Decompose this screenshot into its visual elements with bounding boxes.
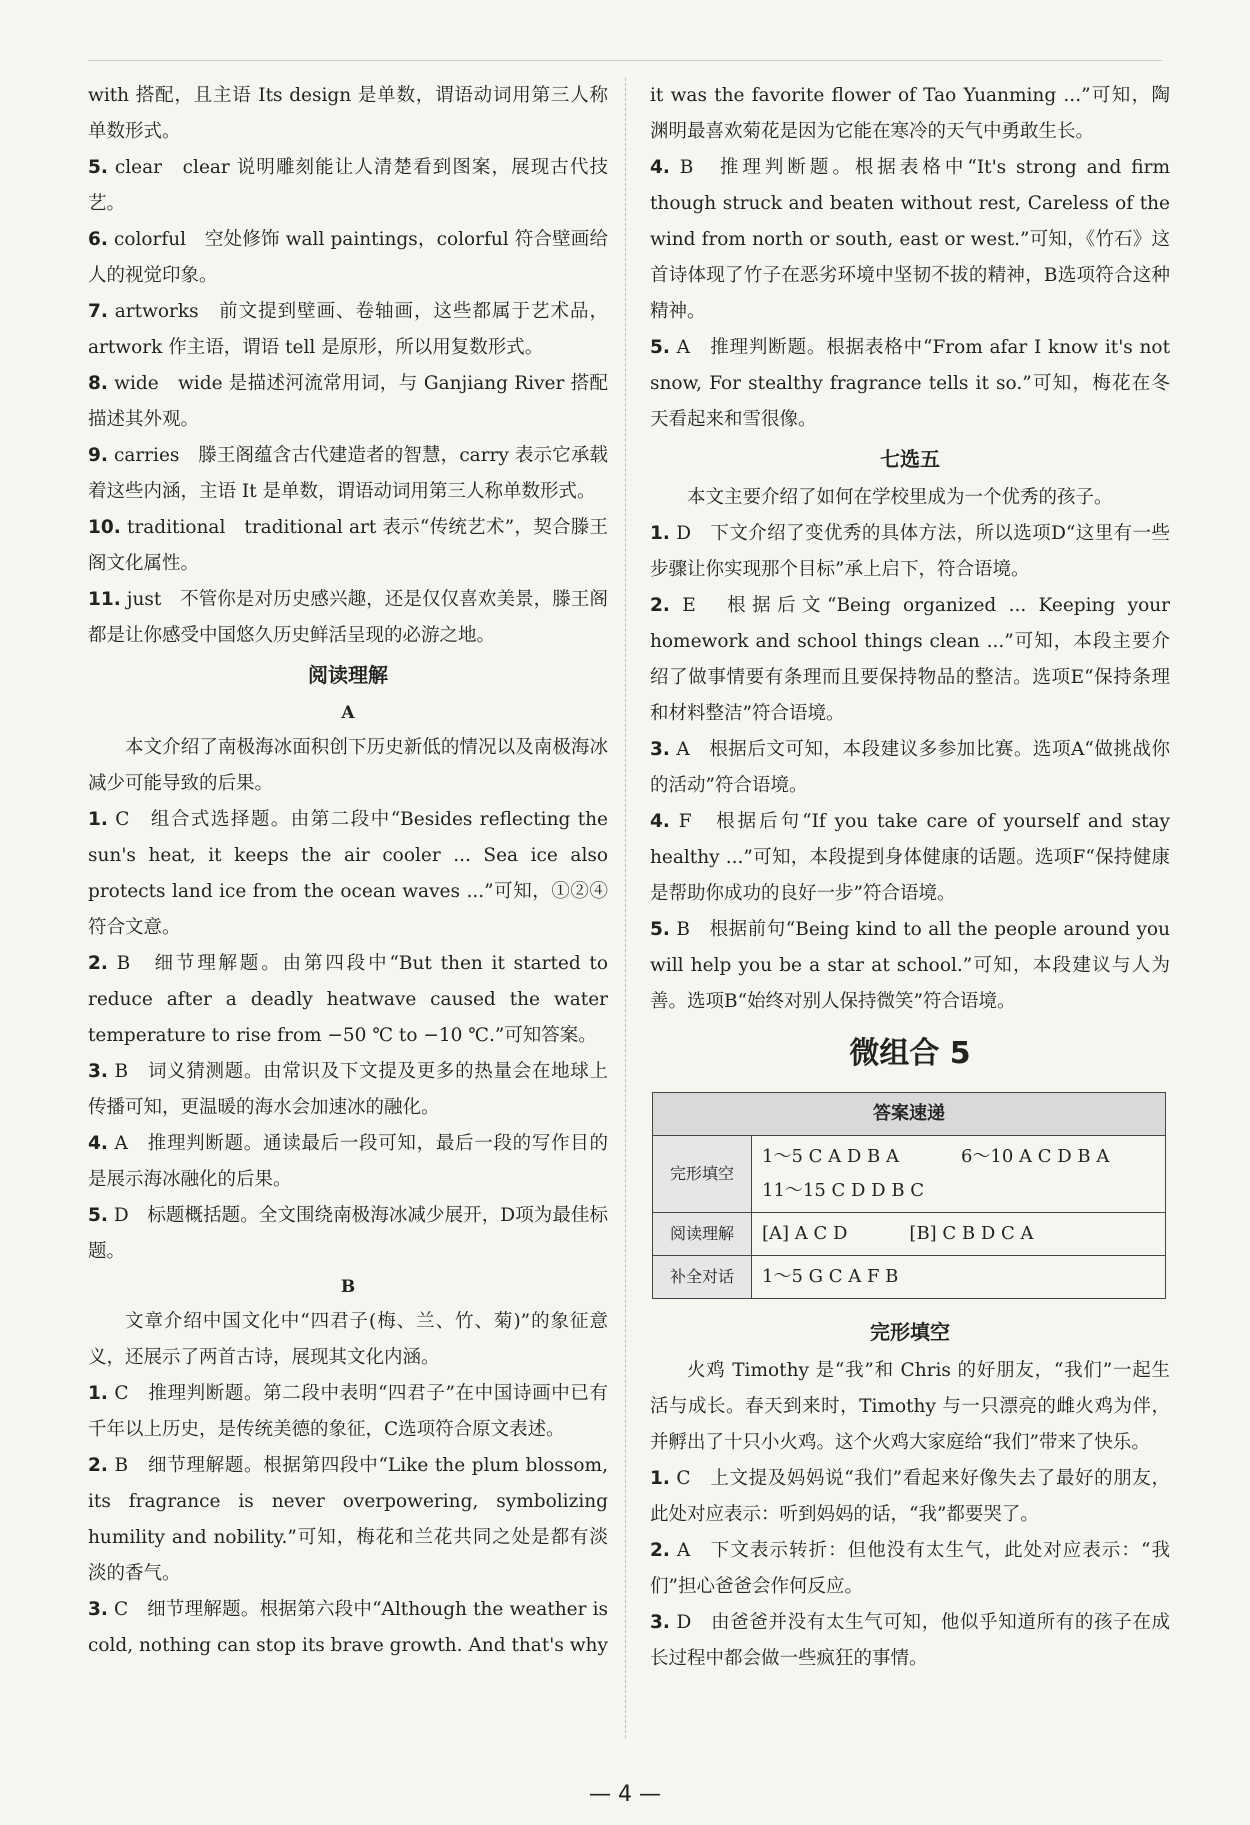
list-item: 1. C 组合式选择题。由第二段中“Besides reflecting the sun's heat, it keeps the air cooler ... Sea ice also protects land ice from the ocean waves ...”可知，①②④符合文意。 [88, 809, 608, 938]
group-title: 微组合 5 [849, 1036, 971, 1071]
row-answers: [A] A C D [B] C B D C A [752, 1213, 1166, 1256]
row-label: 完形填空 [653, 1136, 752, 1213]
list-item: 2. E 根据后文“Being organized ... Keeping your homework and school things clean ...”可知，本段主要介绍了做事情要有条理而且要保持物品的整洁。选项E“保持条理和材料整洁”符合语境。 [650, 595, 1170, 724]
list-item: 1. C 推理判断题。第二段中表明“四君子”在中国诗画中已有千年以上历史，是传统美德的象征，C选项符合原文表述。 [88, 1383, 608, 1440]
list-item: 11. just 不管你是对历史感兴趣，还是仅仅喜欢美景，滕王阁都是让你感受中国悠久历史鲜活呈现的必游之地。 [88, 589, 608, 646]
row-label: 补全对话 [653, 1256, 752, 1299]
list-item: 5. B 根据前句“Being kind to all the people around you will help you be a star at school.”可知，本段建议与人为善。选项B“始终对别人保持微笑”符合语境。 [650, 919, 1170, 1012]
table-row [653, 1213, 1166, 1256]
list-item: 5. A 推理判断题。根据表格中“From afar I know it's not snow, For stealthy fragrance tells it so.”可知，梅花在冬天看起来和雪很像。 [650, 337, 1170, 430]
answer-table-header: 答案速递 [653, 1093, 1166, 1136]
left-column [88, 78, 608, 1664]
row-label: 阅读理解 [653, 1213, 752, 1256]
list-item: 9. carries 滕王阁蕴含古代建造者的智慧，carry 表示它承载着这些内涵，主语 It 是单数，谓语动词用第三人称单数形式。 [88, 445, 608, 502]
list-item: 5. D 标题概括题。全文围绕南极海冰减少展开，D项为最佳标题。 [88, 1205, 608, 1262]
list-item: 3. B 词义猜测题。由常识及下文提及更多的热量会在地球上传播可知，更温暖的海水会加速冰的融化。 [88, 1061, 608, 1118]
list-item: 3. A 根据后文可知，本段建议多参加比赛。选项A“做挑战你的活动”符合语境。 [650, 739, 1170, 796]
top-rule [88, 60, 1162, 61]
list-item: 3. C 细节理解题。根据第六段中“Although the weather is cold, nothing can stop its brave growth. And that's why [88, 1599, 608, 1656]
table-row [653, 1136, 1166, 1213]
passage-a-summary: 本文介绍了南极海冰面积创下历史新低的情况以及南极海冰减少可能导致的后果。 [88, 737, 608, 794]
section-title-reading: 阅读理解 [308, 663, 388, 687]
list-item: 6. colorful 空处修饰 wall paintings，colorful 符合壁画给人的视觉印象。 [88, 229, 608, 286]
list-item: 1. D 下文介绍了变优秀的具体方法，所以选项D“这里有一些步骤让你实现那个目标”承上启下，符合语境。 [650, 523, 1170, 580]
list-item: 2. B 细节理解题。根据第四段中“Like the plum blossom, its fragrance is never overpowering, symbolizing humility and nobility.”可知，梅花和兰花共同之处是都有淡淡的香气。 [88, 1455, 608, 1584]
list-item: 2. A 下文表示转折：但他没有太生气，此处对应表示：“我们”担心爸爸会作何反应。 [650, 1540, 1170, 1597]
passage-b-label: B [340, 1277, 356, 1297]
right-column [650, 78, 1170, 1677]
passage-b-summary: 文章介绍中国文化中“四君子(梅、兰、竹、菊)”的象征意义，还展示了两首古诗，展现其文化内涵。 [88, 1311, 608, 1368]
section-title-seven: 七选五 [880, 447, 940, 471]
row-answers: 1～5 C A D B A 6～10 A C D B A 11～15 C D D B C [752, 1136, 1166, 1213]
list-item: 3. D 由爸爸并没有太生气可知，他似乎知道所有的孩子在成长过程中都会做一些疯狂的事情。 [650, 1612, 1170, 1669]
intro-text: with 搭配，且主语 Its design 是单数，谓语动词用第三人称单数形式。 [88, 85, 608, 142]
answer-table [652, 1092, 1166, 1299]
list-item: 8. wide wide 是描述河流常用词，与 Ganjiang River 搭配描述其外观。 [88, 373, 608, 430]
list-item: 4. B 推理判断题。根据表格中“It's strong and firm though struck and beaten without rest, Careless of the wind from north or south, east or west.”可知，《竹石》这首诗体现了竹子在恶劣环境中坚韧不拔的精神，B选项符合这种精神。 [650, 157, 1170, 322]
list-item: 5. clear clear 说明雕刻能让人清楚看到图案，展现古代技艺。 [88, 157, 608, 214]
row-answers: 1～5 G C A F B [752, 1256, 1166, 1299]
list-item: 1. C 上文提及妈妈说“我们”看起来好像失去了最好的朋友，此处对应表示：听到妈妈的话，“我”都要哭了。 [650, 1468, 1170, 1525]
section-title-cloze: 完形填空 [870, 1320, 950, 1344]
list-item: 10. traditional traditional art 表示“传统艺术”，契合滕王阁文化属性。 [88, 517, 608, 574]
list-item: 2. B 细节理解题。由第四段中“But then it started to reduce after a deadly heatwave caused the water temperature to rise from −50 ℃ to −10 ℃.”可知答案。 [88, 953, 608, 1046]
table-row [653, 1256, 1166, 1299]
cloze-summary: 火鸡 Timothy 是“我”和 Chris 的好朋友，“我们”一起生活与成长。春天到来时，Timothy 与一只漂亮的雌火鸡为伴，并孵出了十只小火鸡。这个火鸡大家庭给“我们”带来了快乐。 [650, 1360, 1170, 1453]
column-divider [625, 78, 627, 1738]
seven-summary: 本文主要介绍了如何在学校里成为一个优秀的孩子。 [687, 487, 1113, 508]
list-item: 4. A 推理判断题。通读最后一段可知，最后一段的写作目的是展示海冰融化的后果。 [88, 1133, 608, 1190]
continued-text: it was the favorite flower of Tao Yuanming ...”可知，陶渊明最喜欢菊花是因为它能在寒冷的天气中勇敢生长。 [650, 85, 1170, 142]
list-item: 4. F 根据后句“If you take care of yourself and stay healthy ...”可知，本段提到身体健康的话题。选项F“保持健康是帮助你成功的良好一步”符合语境。 [650, 811, 1170, 904]
page-number: — 4 — [589, 1782, 661, 1807]
passage-a-label: A [341, 703, 355, 723]
list-item: 7. artworks 前文提到壁画、卷轴画，这些都属于艺术品，artwork 作主语，谓语 tell 是原形，所以用复数形式。 [88, 301, 608, 358]
